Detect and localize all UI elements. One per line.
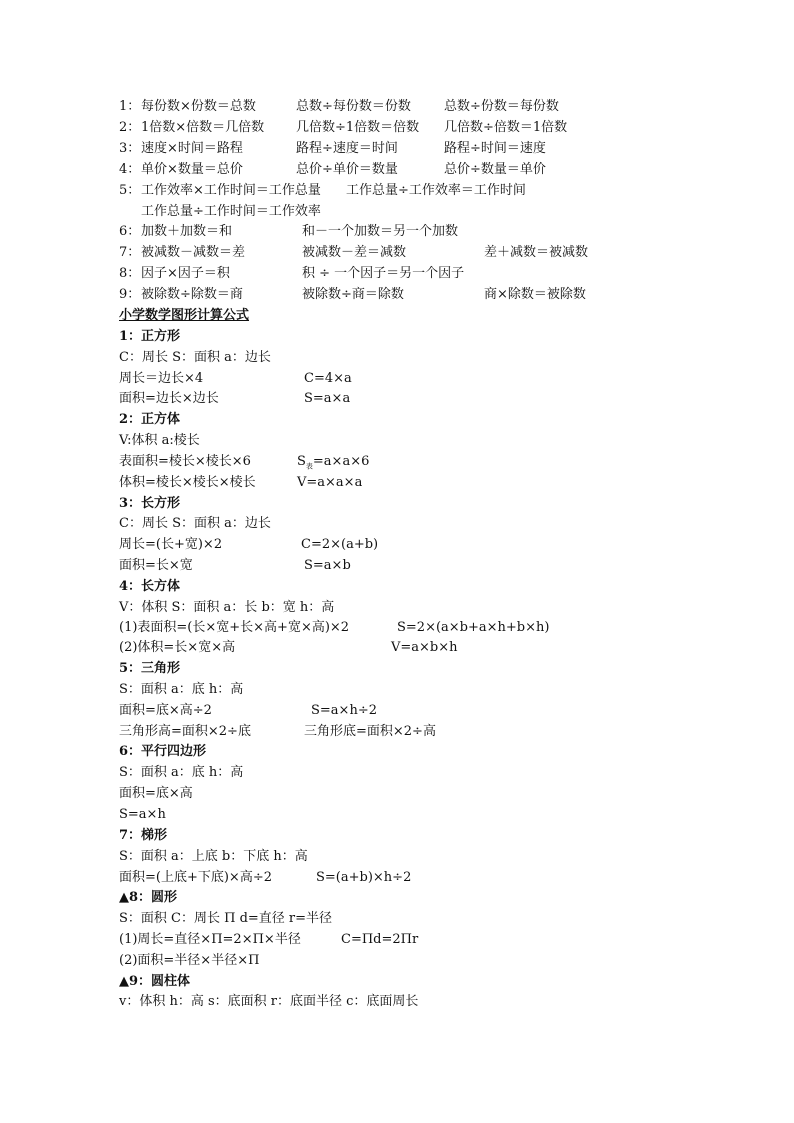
formula: 差＋减数＝被减数	[484, 245, 589, 260]
formula: 积 ÷ 一个因子＝另一个因子	[302, 266, 465, 281]
vars-rectangle: C：周长 S：面积 a：边长	[119, 516, 271, 531]
formula-symbol: S=(a+b)×h÷2	[316, 870, 412, 885]
formula: 被除数÷商＝除数	[302, 287, 404, 302]
subscript-table: 表	[305, 462, 313, 471]
formula: 路程÷速度＝时间	[296, 141, 398, 156]
vars-parallelogram: S：面积 a：底 h：高	[119, 765, 244, 780]
formula-text: 表面积=棱长×棱长×6	[119, 454, 251, 469]
line-number: 1：	[119, 99, 141, 114]
formula-text: 周长＝边长×4	[119, 371, 204, 386]
formula: 被除数÷除数＝商	[141, 287, 243, 302]
formula: 和－一个加数＝另一个加数	[302, 224, 459, 239]
formula-text: (1)表面积=(长×宽+长×高+宽×高)×2	[119, 620, 350, 635]
heading-cylinder: ▲9：圆柱体	[119, 974, 191, 989]
heading-triangle: 5：三角形	[119, 661, 181, 676]
vars-square: C：周长 S：面积 a：边长	[119, 350, 271, 365]
vars-cuboid: V：体积 S：面积 a：长 b：宽 h：高	[119, 600, 335, 615]
formula-symbol: C=2×(a+b)	[301, 537, 379, 552]
symbol-s: S	[297, 454, 306, 469]
formula: 工作总量÷工作效率＝工作时间	[346, 183, 526, 198]
formula-text: 面积=底×高÷2	[119, 703, 212, 718]
heading-cube: 2：正方体	[119, 412, 181, 427]
formula-symbol: S=a×a	[304, 391, 351, 406]
formula: 总数÷每份数＝份数	[296, 99, 411, 114]
formula: 工作效率×工作时间＝工作总量	[141, 183, 321, 198]
formula-text: 周长=(长+宽)×2	[119, 537, 223, 552]
formula-text: (1)周长=直径×Π=2×Π×半径	[119, 932, 301, 947]
formula-text: 三角形高=面积×2÷底	[119, 724, 251, 739]
line-number: 2：	[119, 120, 141, 135]
formula-text: 面积=底×高	[119, 786, 193, 801]
formula-text: 面积=(上底+下底)×高÷2	[119, 870, 272, 885]
line-number: 9：	[119, 287, 141, 302]
formula: 几倍数÷倍数＝1倍数	[444, 120, 568, 135]
vars-cube: V:体积 a:棱长	[119, 433, 200, 448]
formula: 总数÷份数＝每份数	[444, 99, 559, 114]
formula-text: 面积=边长×边长	[119, 391, 219, 406]
formula: 每份数×份数＝总数	[141, 99, 256, 114]
formula-symbol: S=2×(a×b+a×h+b×h)	[397, 620, 550, 635]
formula-symbol: S=a×b	[304, 558, 351, 573]
formula: 因子×因子＝积	[141, 266, 230, 281]
vars-cylinder: v：体积 h：高 s：底面积 r：底面半径 c：底面周长	[119, 994, 419, 1009]
formula-text: 体积=棱长×棱长×棱长	[119, 475, 256, 490]
formula-symbol: V=a×b×h	[391, 640, 458, 655]
line-number: 7：	[119, 245, 141, 260]
formula: 路程÷时间＝速度	[444, 141, 546, 156]
heading-cuboid: 4：长方体	[119, 579, 181, 594]
line-number: 8：	[119, 266, 141, 281]
formula: 几倍数÷1倍数＝倍数	[296, 120, 420, 135]
formula-symbol: C=Πd=2Πr	[341, 932, 419, 947]
formula: 被减数－差＝减数	[302, 245, 407, 260]
section-title: 小学数学图形计算公式	[119, 308, 250, 323]
formula: 被减数－减数＝差	[141, 245, 246, 260]
line-number: 4：	[119, 162, 141, 177]
heading-square: 1：正方形	[119, 329, 181, 344]
formula-text: (2)面积=半径×半径×Π	[119, 953, 260, 968]
vars-triangle: S：面积 a：底 h：高	[119, 682, 244, 697]
formula-text: (2)体积=长×宽×高	[119, 640, 236, 655]
formula: 工作总量÷工作时间＝工作效率	[141, 204, 321, 219]
line-number: 3：	[119, 141, 141, 156]
formula: 单价×数量＝总价	[141, 162, 243, 177]
heading-rectangle: 3：长方形	[119, 496, 181, 511]
formula: 速度×时间＝路程	[141, 141, 243, 156]
formula-text: 面积=长×宽	[119, 558, 193, 573]
formula-symbol: V=a×a×a	[297, 475, 363, 490]
formula: 加数＋加数＝和	[141, 224, 233, 239]
formula: 总价÷单价＝数量	[296, 162, 398, 177]
formula: 商×除数＝被除数	[484, 287, 586, 302]
heading-parallelogram: 6：平行四边形	[119, 744, 207, 759]
formula-symbol: S=a×h÷2	[311, 703, 377, 718]
line-number: 5：	[119, 183, 141, 198]
vars-trapezoid: S：面积 a：上底 b：下底 h：高	[119, 849, 308, 864]
formula-text-2: 三角形底=面积×2÷高	[304, 724, 436, 739]
formula: 总价÷数量＝单价	[444, 162, 546, 177]
line-number: 6：	[119, 224, 141, 239]
formula-symbol: S=a×h	[119, 807, 166, 822]
heading-trapezoid: 7：梯形	[119, 828, 168, 843]
heading-circle: ▲8：圆形	[119, 890, 178, 905]
symbol-rest: =a×a×6	[312, 454, 370, 469]
formula-symbol: C=4×a	[304, 371, 352, 386]
vars-circle: S：面积 C：周长 Π d=直径 r=半径	[119, 911, 333, 926]
formula: 1倍数×倍数＝几倍数	[141, 120, 265, 135]
